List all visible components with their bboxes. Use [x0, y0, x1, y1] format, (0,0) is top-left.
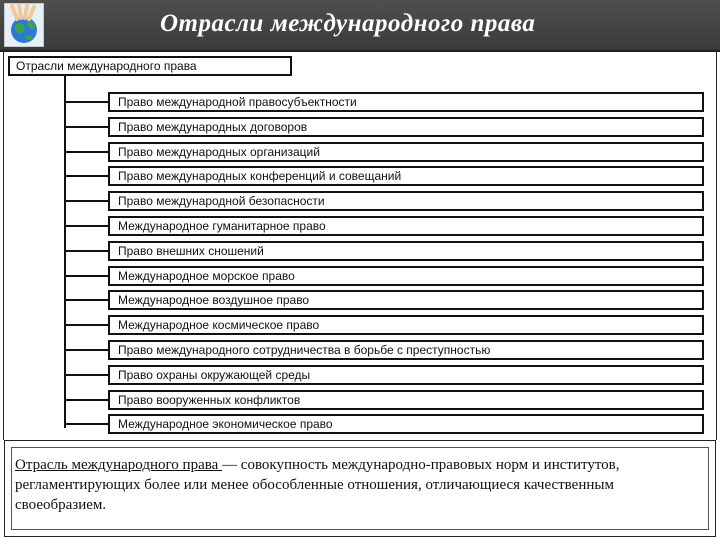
branch-label: Право международной безопасности — [108, 191, 704, 211]
diagram-branch-node — [64, 216, 704, 236]
diagram-branch-node — [64, 266, 704, 286]
branch-connector-line — [64, 175, 108, 177]
branch-label: Право международного сотрудничества в борьбе с преступностью — [108, 340, 704, 360]
definition-body: — совокупность международно-правовых норм и институтов, регламентирующих более или менее обособленные отношения, отличающиеся качественным своеобразием. — [15, 457, 620, 513]
diagram-branch-node — [64, 166, 704, 186]
branch-connector-line — [64, 151, 108, 153]
branch-connector-line — [64, 250, 108, 252]
diagram-branch-node — [64, 290, 704, 310]
branch-label: Международное гуманитарное право — [108, 216, 704, 236]
branch-label: Международное морское право — [108, 266, 704, 286]
branch-label: Право международных договоров — [108, 117, 704, 137]
branch-label: Право международных конференций и совещаний — [108, 166, 704, 186]
branch-connector-line — [64, 399, 108, 401]
branch-connector-line — [64, 225, 108, 227]
diagram-branch-node — [64, 142, 704, 162]
branch-label: Международное космическое право — [108, 315, 704, 335]
diagram-branch-node — [64, 414, 704, 434]
header-bar — [0, 0, 720, 52]
definition-term: Отрасль международного права — [15, 457, 223, 473]
branch-connector-line — [64, 200, 108, 202]
branch-label: Право вооруженных конфликтов — [108, 390, 704, 410]
diagram-branch-node — [64, 241, 704, 261]
branch-connector-line — [64, 423, 108, 425]
branch-connector-line — [64, 101, 108, 103]
branch-label: Право внешних сношений — [108, 241, 704, 261]
diagram-branch-node — [64, 191, 704, 211]
diagram-branch-node — [64, 340, 704, 360]
diagram-branch-node — [64, 315, 704, 335]
branch-connector-line — [64, 126, 108, 128]
diagram-branch-node — [64, 390, 704, 410]
definition-box — [4, 440, 716, 537]
diagram-branch-node — [64, 365, 704, 385]
branch-label: Международное экономическое право — [108, 414, 704, 434]
branch-label: Право международных организаций — [108, 142, 704, 162]
branch-connector-line — [64, 374, 108, 376]
globe-hand-icon — [4, 3, 44, 47]
diagram-branch-node — [64, 117, 704, 137]
branch-label: Международное воздушное право — [108, 290, 704, 310]
branch-connector-line — [64, 275, 108, 277]
page-title: Отрасли международного права — [160, 10, 536, 37]
branch-connector-line — [64, 324, 108, 326]
diagram-root-node: Отрасли международного права — [8, 56, 292, 76]
branch-connector-line — [64, 349, 108, 351]
diagram-branch-node — [64, 92, 704, 112]
definition-text — [15, 455, 695, 515]
branch-connector-line — [64, 299, 108, 301]
branch-label: Право охраны окружающей среды — [108, 365, 704, 385]
branch-label: Право международной правосубъектности — [108, 92, 704, 112]
